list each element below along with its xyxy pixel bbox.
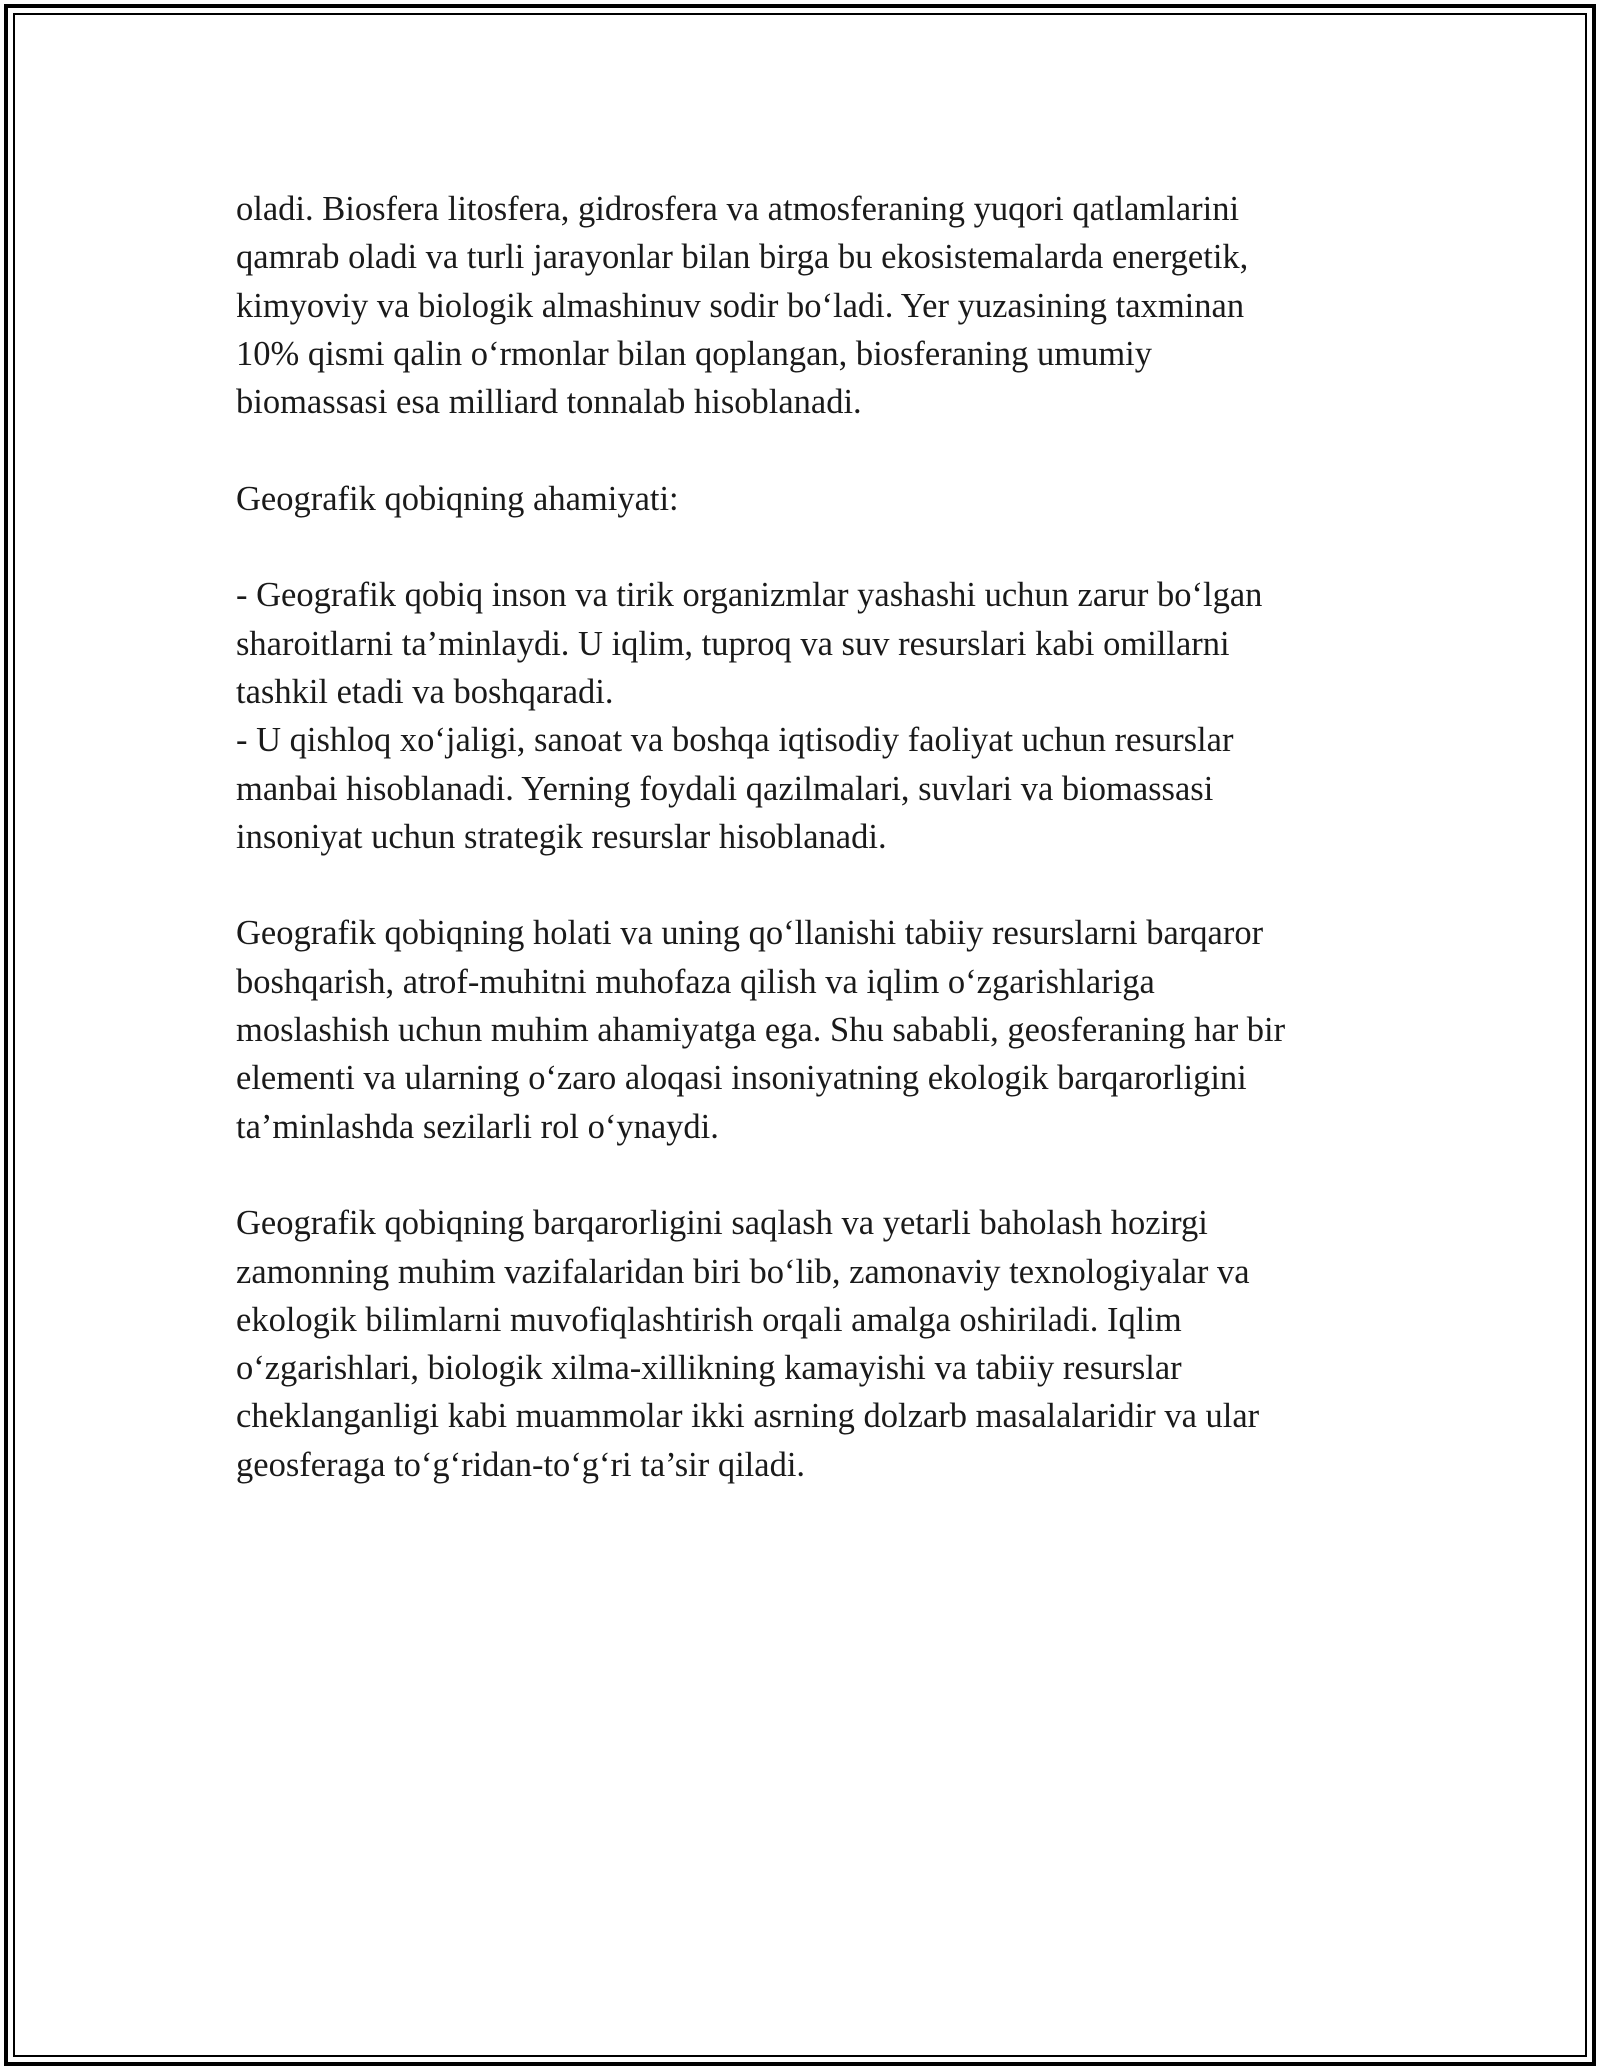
list-item bbox=[236, 571, 1366, 716]
text-line: ekologik bilimlarni muvofiqlashtirish orqali amalga oshiriladi. Iqlim bbox=[236, 1300, 1182, 1339]
text-line: 10% qismi qalin o‘rmonlar bilan qoplangan, biosferaning umumiy bbox=[236, 334, 1153, 373]
importance-list bbox=[236, 571, 1366, 861]
text-line: o‘zgarishlari, biologik xilma-xillikning kamayishi va tabiiy resurslar bbox=[236, 1349, 1182, 1388]
text-line: moslashish uchun muhim ahamiyatga ega. Shu sababli, geosferaning har bir bbox=[236, 1011, 1286, 1050]
text-line: elementi va ularning o‘zaro aloqasi insoniyatning ekologik barqarorligini bbox=[236, 1059, 1247, 1098]
paragraph-state bbox=[236, 909, 1366, 1150]
text-line: - U qishloq xo‘jaligi, sanoat va boshqa iqtisodiy faoliyat uchun resurslar bbox=[236, 721, 1234, 760]
text-line: ta’minlashda sezilarli rol o‘ynaydi. bbox=[236, 1107, 719, 1146]
text-line: biomassasi esa milliard tonnalab hisoblanadi. bbox=[236, 383, 862, 422]
text-line: Geografik qobiqning holati va uning qo‘llanishi tabiiy resurslarni barqaror bbox=[236, 914, 1264, 953]
text-line: tashkil etadi va boshqaradi. bbox=[236, 672, 614, 711]
text-line: cheklanganligi kabi muammolar ikki asrning dolzarb masalalaridir va ular bbox=[236, 1397, 1260, 1436]
text-line: qamrab oladi va turli jarayonlar bilan birga bu ekosistemalarda energetik, bbox=[236, 238, 1249, 277]
text-line: sharoitlarni ta’minlaydi. U iqlim, tuproq va suv resurslari kabi omillarni bbox=[236, 624, 1230, 663]
list-item bbox=[236, 716, 1366, 861]
text-line: Geografik qobiqning barqarorligini saqlash va yetarli baholash hozirgi bbox=[236, 1204, 1208, 1243]
text-line: boshqarish, atrof-muhitni muhofaza qilish va iqlim o‘zgarishlariga bbox=[236, 962, 1155, 1001]
text-line: oladi. Biosfera litosfera, gidrosfera va atmosferaning yuqori qatlamlarini bbox=[236, 190, 1240, 228]
section-heading bbox=[236, 475, 1366, 523]
text-line: - Geografik qobiq inson va tirik organizmlar yashashi uchun zarur bo‘lgan bbox=[236, 576, 1263, 615]
text-line: geosferaga to‘g‘ridan-to‘g‘ri ta’sir qiladi. bbox=[236, 1445, 806, 1484]
text-line: zamonning muhim vazifalaridan biri bo‘lib, zamonaviy texnologiyalar va bbox=[236, 1252, 1250, 1291]
text-line: kimyoviy va biologik almashinuv sodir bo‘ladi. Yer yuzasining taxminan bbox=[236, 286, 1245, 325]
paragraph-sustainability bbox=[236, 1199, 1366, 1489]
text-line: insoniyat uchun strategik resurslar hisoblanadi. bbox=[236, 817, 887, 856]
text-line: manbai hisoblanadi. Yerning foydali qazilmalari, suvlari va biomassasi bbox=[236, 769, 1214, 808]
paragraph-biosphere bbox=[236, 185, 1366, 426]
document-body bbox=[236, 185, 1366, 1537]
heading-text: Geografik qobiqning ahamiyati: bbox=[236, 479, 679, 518]
